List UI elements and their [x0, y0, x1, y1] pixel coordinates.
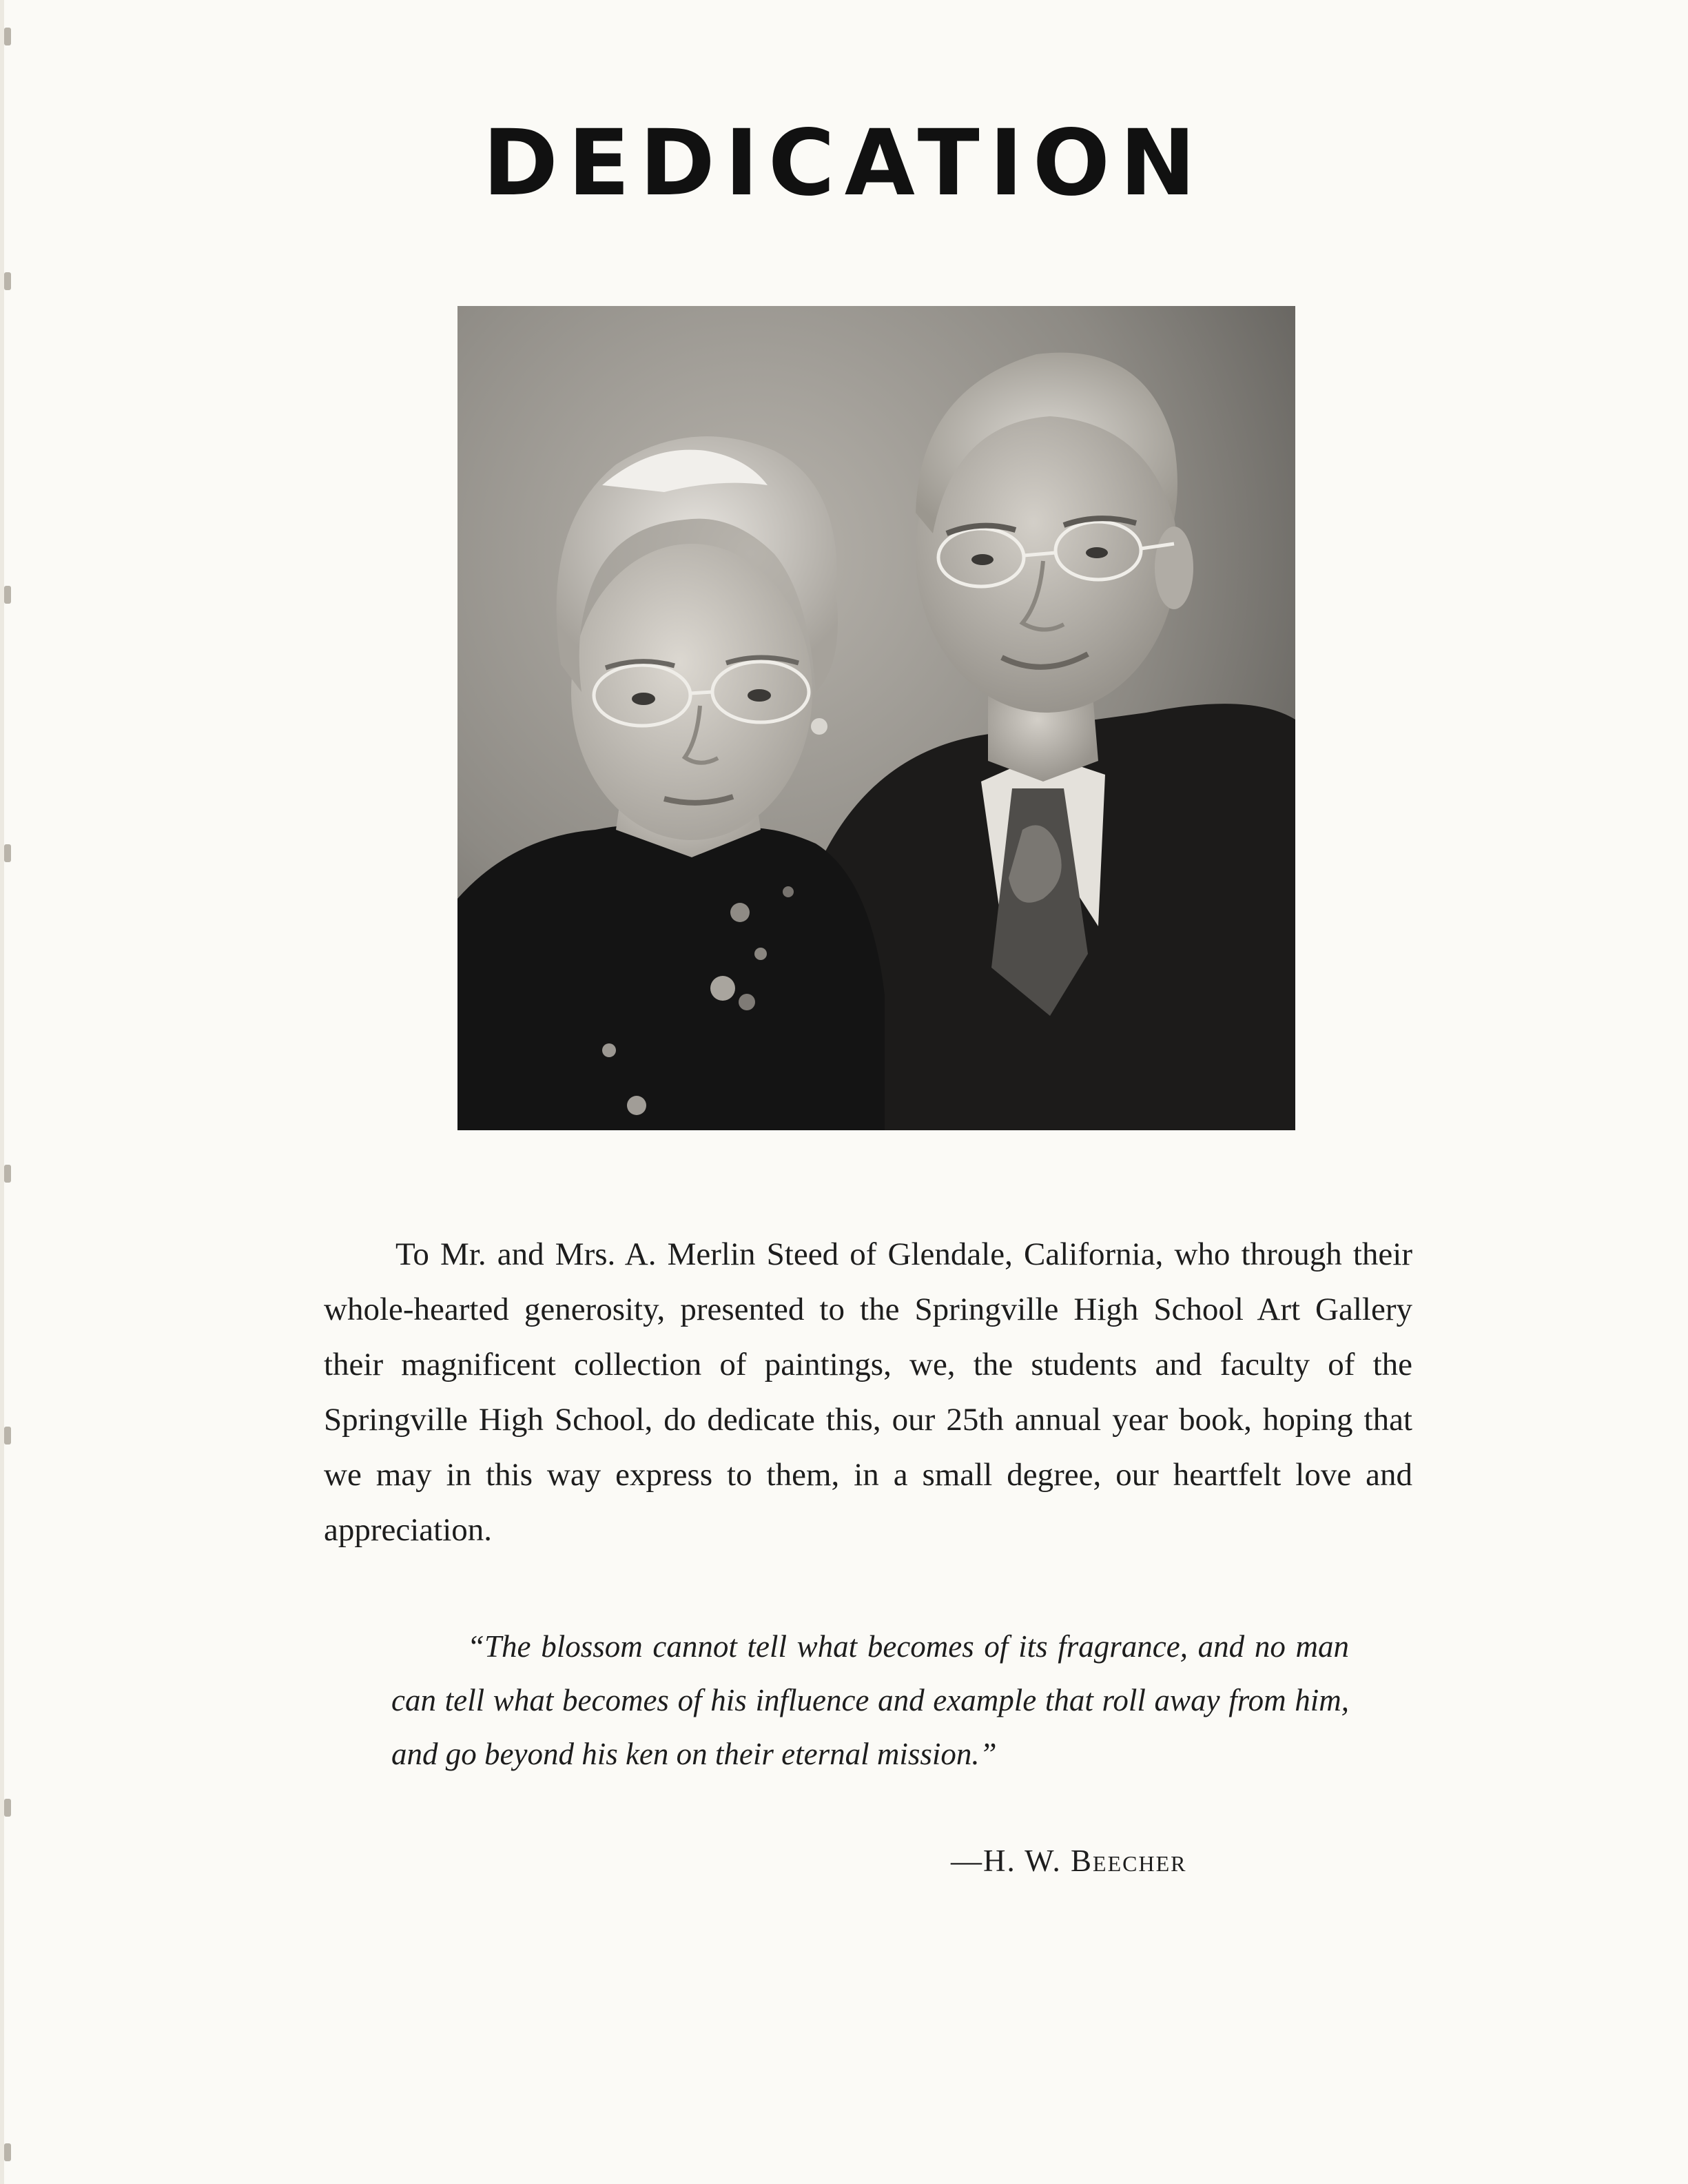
dedication-paragraph [324, 1227, 1412, 1558]
binding-mark [4, 1799, 11, 1817]
binding-mark [4, 1427, 11, 1445]
binding-mark [4, 586, 11, 604]
binding-mark [4, 1165, 11, 1183]
beecher-quote [391, 1620, 1349, 1781]
binding-mark [4, 2143, 11, 2161]
portrait-photo-icon [457, 306, 1295, 1130]
dedication-text: To Mr. and Mrs. A. Merlin Steed of Glendale, California, who through their whole-hearted generosity, presented to the Springville High School Art Gallery their magnificent collection of paintings, we, the students and faculty of the Springville High School, do dedicate this, our 25th annual year book, hoping that we may in this way express to them, in a small degree, our heartfelt love and appreciation. [324, 1236, 1412, 1548]
binding-mark [4, 272, 11, 290]
quote-attribution: —H. W. Beecher [951, 1844, 1187, 1878]
binding-mark [4, 28, 11, 45]
binding-mark [4, 844, 11, 862]
page-title: DEDICATION [482, 110, 1206, 216]
quote-text: “The blossom cannot tell what becomes of its fragrance, and no man can tell what becomes of his influence and example that roll away from him, and go beyond his ken on their eternal mission.” [391, 1629, 1349, 1771]
portrait-photo [457, 306, 1295, 1130]
